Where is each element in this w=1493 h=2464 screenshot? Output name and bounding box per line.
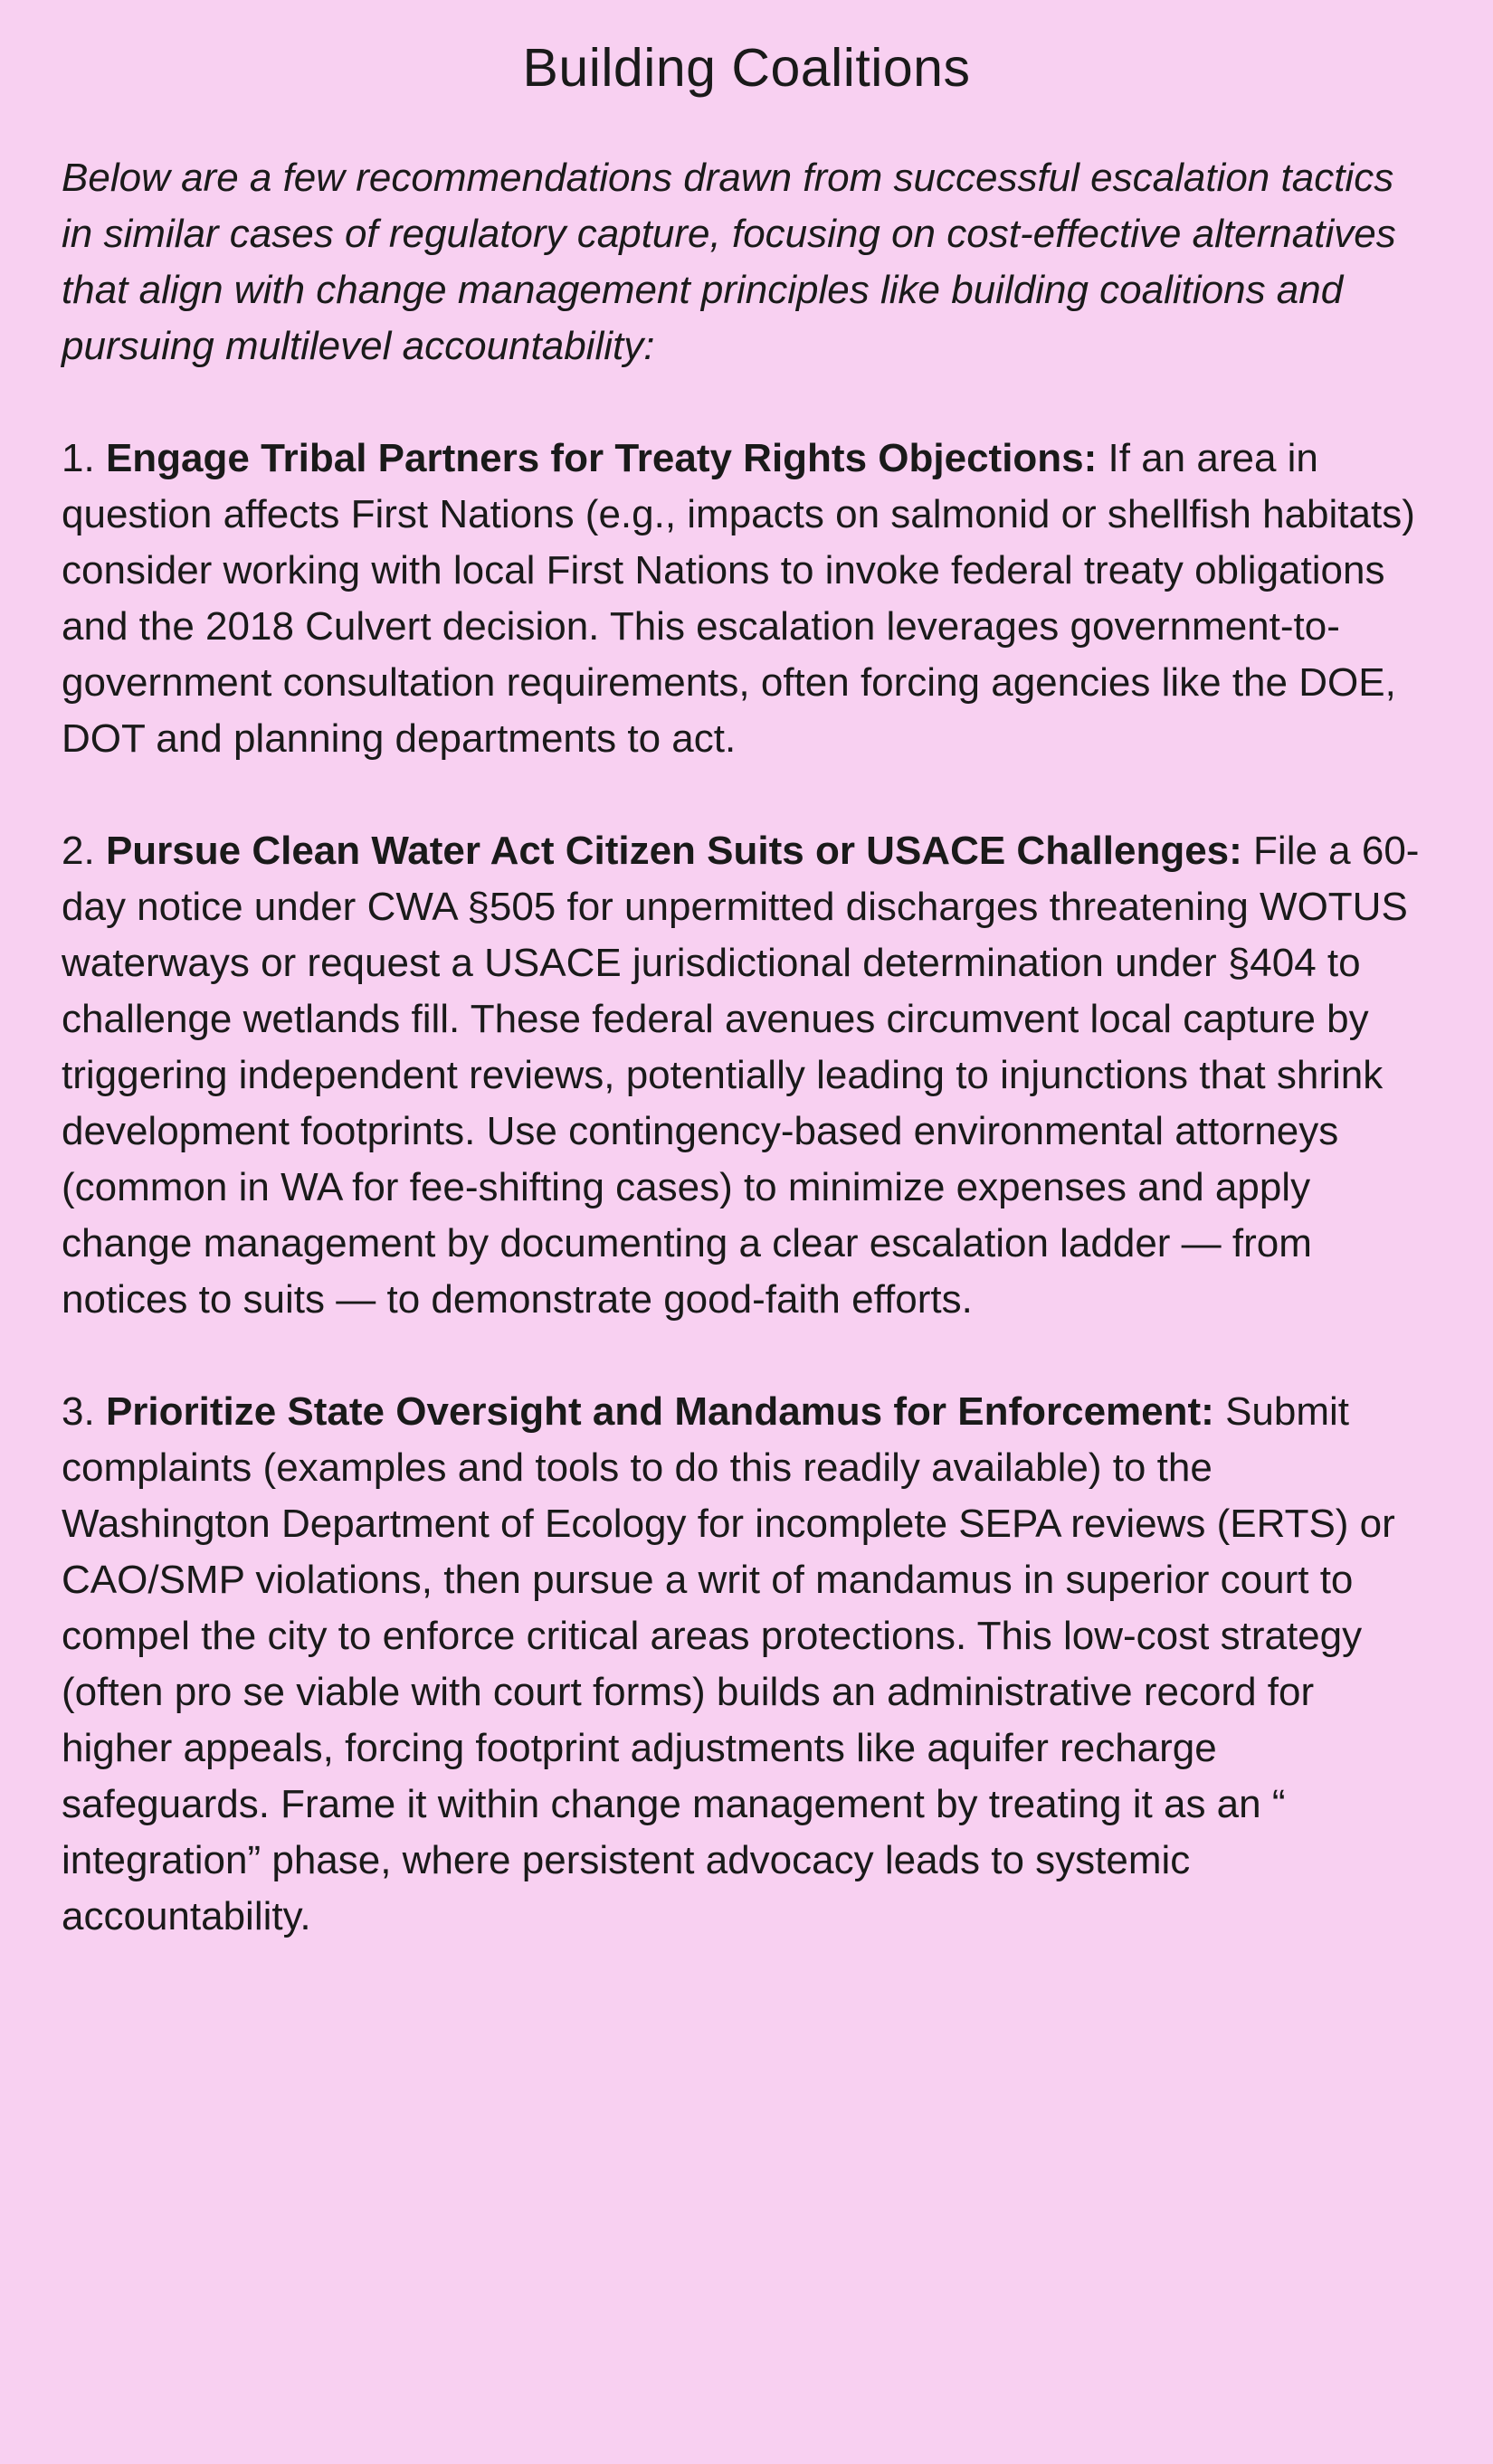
item-body: Submit complaints (examples and tools to do this readily available) to the Washington Department of Ecology for incomplete SEPA reviews (ERTS) or CAO/SMP violations, then pursue a writ of mandamus in superior court to compel the city to enforce critical areas protections. This low-cost strategy (often pro se viable with court forms) builds an administrative record for higher appeals, forcing footprint adjustments like aquifer recharge safeguards. Frame it within change management by treating it as an “ integration” phase, where persistent advocacy leads to systemic accountability. [62, 1388, 1395, 1938]
item-body: File a 60-day notice under CWA §505 for unpermitted discharges threatening WOTUS waterways or request a USACE jurisdictional determination under §404 to challenge wetlands fill. These federal avenues circumvent local capture by triggering independent reviews, potentially leading to injunctions that shrink development footprints. Use contingency-based environmental attorneys (common in WA for fee-shifting cases) to minimize expenses and apply change management by documenting a clear escalation ladder — from notices to suits — to demonstrate good-faith efforts. [62, 828, 1420, 1322]
item-body: If an area in question affects First Nations (e.g., impacts on salmonid or shellfish habitats) consider working with local First Nations to invoke federal treaty obligations and the 2018 Culvert decision. This escalation leverages government-to-government consultation requirements, often forcing agencies like the DOE, DOT and planning departments to act. [62, 435, 1415, 761]
recommendation-item [62, 1384, 1431, 1945]
recommendation-item [62, 431, 1431, 767]
item-heading: Prioritize State Oversight and Mandamus for Enforcement: [105, 1388, 1214, 1434]
item-number: 1. [62, 435, 95, 480]
item-number: 2. [62, 828, 95, 873]
item-heading: Pursue Clean Water Act Citizen Suits or USACE Challenges: [105, 828, 1242, 873]
item-heading: Engage Tribal Partners for Treaty Rights Objections: [105, 435, 1098, 480]
page-title: Building Coalitions [522, 38, 971, 98]
item-number: 3. [62, 1388, 95, 1434]
recommendation-item [62, 823, 1431, 1328]
intro-paragraph: Below are a few recommendations drawn from successful escalation tactics in similar cases of regulatory capture, focusing on cost-effective alternatives that align with change management principles like building coalitions and pursuing multilevel accountability: [62, 155, 1396, 368]
